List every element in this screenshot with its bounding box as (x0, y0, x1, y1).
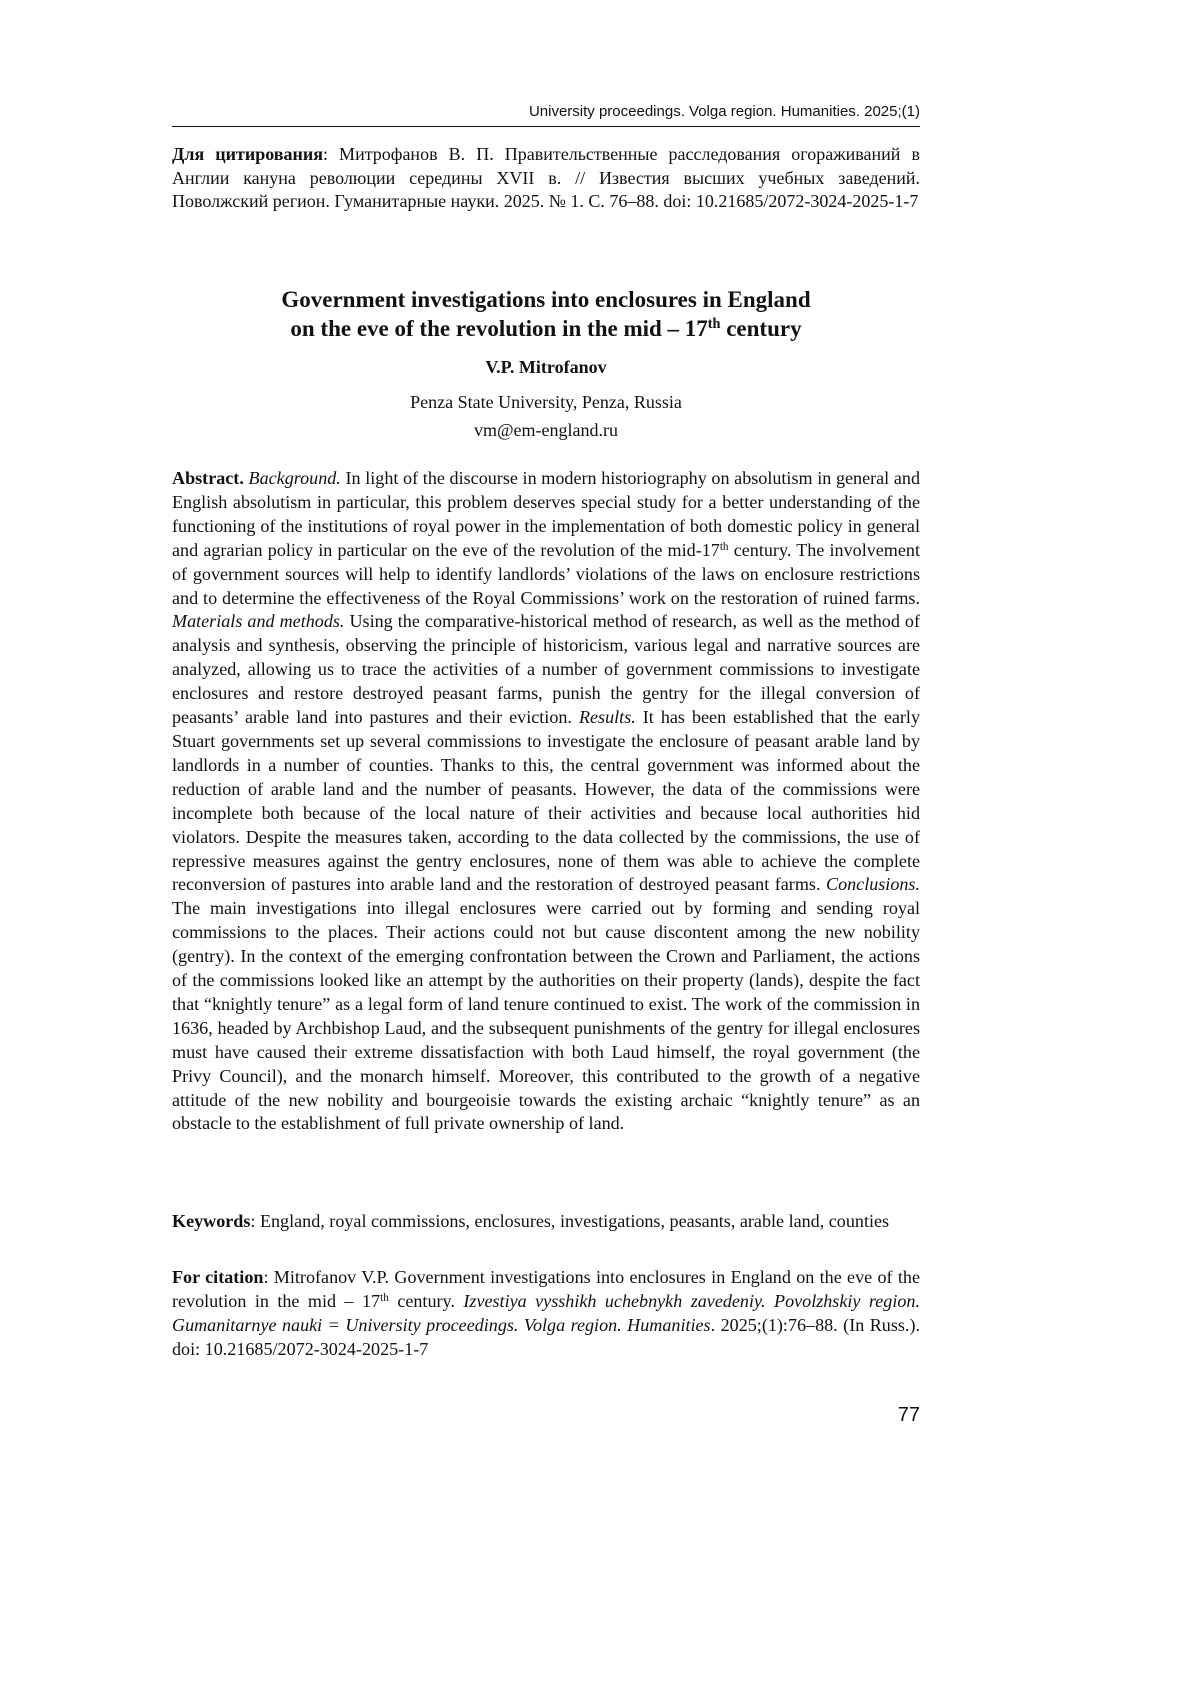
abstract-label: Abstract. (172, 468, 244, 488)
title-line-2-end: century (720, 316, 802, 341)
keywords (172, 1210, 920, 1234)
background-label: Background. (248, 468, 341, 488)
english-citation-text: : Mitrofanov V.P. Government investigations into enclosures in England on the eve of the revolution in the mid – 17 (172, 1267, 920, 1311)
title-line-2 (172, 314, 920, 343)
title-line-2-text: on the eve of the revolution in the mid – 17 (290, 316, 708, 341)
author-affiliation: Penza State University, Penza, Russia (410, 392, 682, 412)
english-citation-journal: Izvestiya vysshikh uchebnykh zavedeniy. Povolzhskiy region. Gumanitarnye nauki = University proceedings. Volga region. Humanities (172, 1290, 920, 1335)
background-superscript: th (719, 540, 729, 553)
english-citation-mid: century. (388, 1290, 464, 1311)
methods-label: Materials and methods. (172, 611, 345, 632)
russian-citation-text: : Митрофанов В. П. Правительственные расследования огораживаний в Англии кануна революции середины XVII в. // Известия высших учебных заведений. Поволжский регион. Гуманитарные науки. 2025. № 1. С. 76–88. doi: 10.21685/2072-3024-2025-1-7 (172, 144, 920, 211)
title-line-1: Government investigations into enclosures in England (281, 287, 811, 312)
russian-citation (172, 143, 920, 214)
english-citation-end: . 2025;(1):76–88. (In Russ.). doi: 10.21685/2072-3024-2025-1-7 (172, 1314, 920, 1359)
results-text: It has been established that the early Stuart governments set up several commissions to investigate the enclosure of peasant arable land by landlords in a number of counties. Thanks to this, the central government was informed about the reduction of arable land and the number of peasants. However, the data of the commissions were incomplete both because of the local nature of their activities and because local authorities hid violators. Despite the measures taken, according to the data collected by the commissions, the use of repressive measures against the gentry enclosures, none of them was able to achieve the complete reconversion of pastures into arable land and the restoration of destroyed peasant farms. (172, 707, 920, 895)
header-rule (172, 126, 920, 127)
author-name: V.P. Mitrofanov (485, 357, 607, 377)
background-text-end: century. The involvement of government sources will help to identify landlords’ violations of the laws on enclosure restrictions and to determine the effectiveness of the Royal Commissions’ work on the restoration of ruined farms. (172, 539, 920, 608)
article-title (172, 285, 920, 343)
title-superscript: th (707, 316, 721, 333)
russian-citation-label: Для цитирования (172, 144, 323, 164)
english-citation-superscript: th (380, 1291, 389, 1304)
results-label: Results. (578, 707, 636, 728)
conclusions-label: Conclusions. (826, 874, 920, 895)
english-citation (172, 1266, 920, 1362)
methods-text: Using the comparative-historical method of research, as well as the method of analysis and synthesis, observing the principle of historicism, various legal and narrative sources are analyzed, allowing us to trace the activities of a number of government commissions to investigate enclosures and restore destroyed peasant farms, punish the gentry for the illegal conversion of peasants’ arable land into pastures and their eviction. (172, 611, 920, 728)
abstract (172, 467, 920, 1136)
page-number: 77 (897, 1404, 920, 1426)
keywords-label: Keywords (172, 1211, 251, 1231)
running-head: University proceedings. Volga region. Humanities. 2025;(1) (528, 103, 920, 120)
keywords-text: : England, royal commissions, enclosures, investigations, peasants, arable land, counties (250, 1211, 890, 1231)
english-citation-label: For citation (172, 1267, 264, 1287)
conclusions-text: The main investigations into illegal enclosures were carried out by forming and sending royal commissions to the places. Their actions could not but cause discontent among the new nobility (gentry). In the context of the emerging confrontation between the Crown and Parliament, the actions of the commissions looked like an attempt by the authorities on their property (lands), despite the fact that “knightly tenure” as a legal form of land tenure continued to exist. The work of the commission in 1636, headed by Archbishop Laud, and the subsequent punishments of the gentry for illegal enclosures must have caused their extreme dissatisfaction with both Laud himself, the royal government (the Privy Council), and the monarch himself. Moreover, this contributed to the growth of a negative attitude of the new nobility and bourgeoisie towards the existing archaic “knightly tenure” as an obstacle to the establishment of full private ownership of land. (172, 898, 920, 1134)
author-email: vm@em-england.ru (473, 420, 619, 440)
background-text: In light of the discourse in modern historiography on absolutism in general and English absolutism in particular, this problem deserves special study for a better understanding of the functioning of the institutions of royal power in the implementation of both domestic policy in general and agrarian policy in particular on the eve of the revolution of the mid-17 (172, 468, 920, 560)
